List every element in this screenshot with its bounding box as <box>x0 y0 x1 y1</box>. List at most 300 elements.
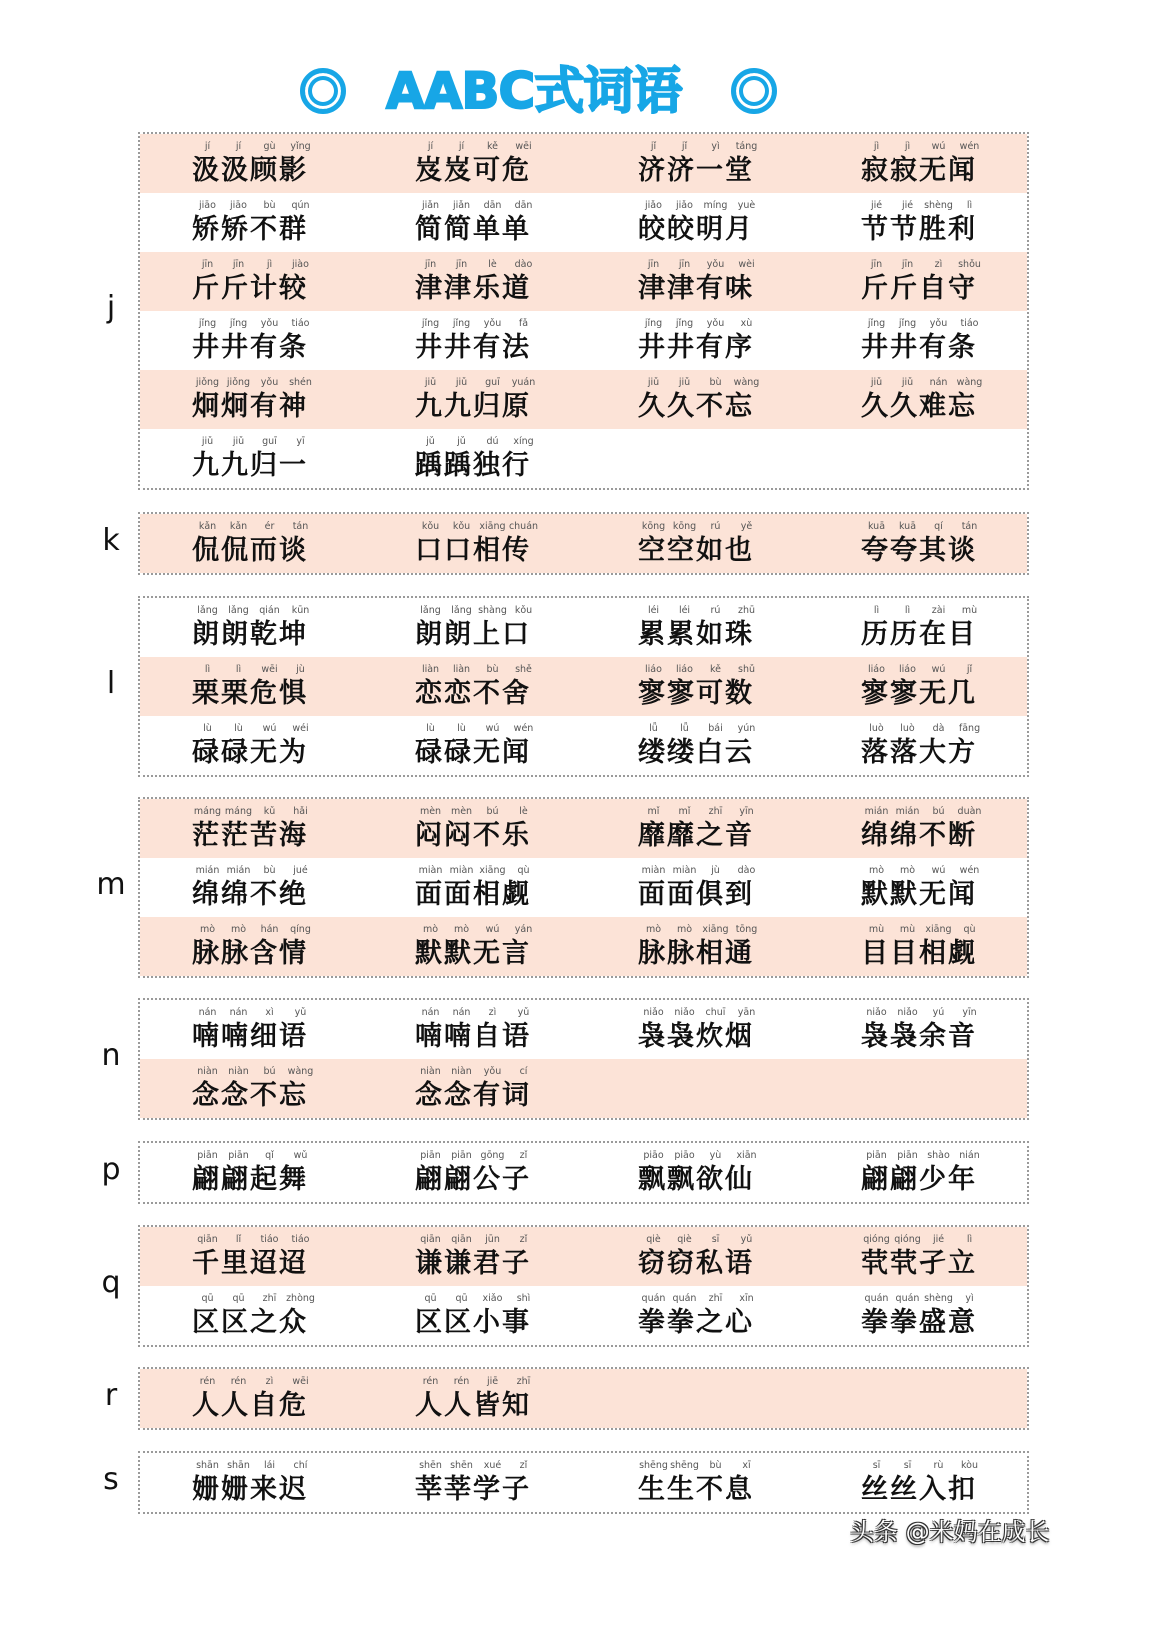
pinyin <box>861 1293 985 1307</box>
pinyin <box>192 1007 316 1021</box>
pinyin-syllable: lù <box>203 723 212 734</box>
table-row <box>140 134 1027 193</box>
pinyin-syllable: mù <box>868 924 885 935</box>
pinyin-syllable: jǐng <box>644 318 663 329</box>
phrase-text: 缕缕白云 <box>638 737 754 768</box>
phrase-text: 津津乐道 <box>415 273 531 304</box>
pinyin-syllable: zhī <box>516 1376 531 1387</box>
phrase-text: 翩翩少年 <box>861 1164 977 1195</box>
pinyin <box>415 1293 539 1307</box>
pinyin-syllable: shēn <box>450 1460 473 1471</box>
pinyin-syllable: lù <box>234 723 243 734</box>
pinyin-syllable: qián <box>259 605 280 616</box>
pinyin-syllable: bái <box>708 723 723 734</box>
pinyin-syllable: jí <box>235 141 242 152</box>
pinyin-syllable: dān <box>483 200 502 211</box>
phrase-cell <box>192 252 392 311</box>
pinyin-syllable: qū <box>201 1293 214 1304</box>
pinyin-syllable: lì <box>873 605 880 616</box>
pinyin-syllable: kǒu <box>514 605 533 616</box>
pinyin <box>638 1460 762 1474</box>
pinyin-syllable: xué <box>483 1460 502 1471</box>
word-table <box>138 596 1029 777</box>
pinyin-syllable: lǎng <box>420 605 441 616</box>
pinyin-syllable: máng <box>224 806 253 817</box>
pinyin <box>192 1460 316 1474</box>
pinyin-syllable: xiāng <box>479 865 506 876</box>
pinyin-syllable: xiǎo <box>482 1293 503 1304</box>
pinyin-syllable: lì <box>204 664 211 675</box>
pinyin-syllable: shàng <box>478 605 507 616</box>
pinyin-syllable: kōng <box>641 521 666 532</box>
pinyin-syllable: luò <box>869 723 884 734</box>
phrase-cell <box>192 1143 392 1202</box>
pinyin <box>192 605 316 619</box>
pinyin-syllable: mò <box>422 924 439 935</box>
pinyin-syllable: yǐng <box>290 141 311 152</box>
table-row <box>140 514 1027 573</box>
phrase-cell <box>192 716 392 775</box>
phrase-cell <box>415 134 615 193</box>
pinyin-syllable: yǔ <box>740 1234 753 1245</box>
pinyin-syllable: liáo <box>676 664 693 675</box>
phrase-cell <box>861 1143 1061 1202</box>
pinyin-syllable: bù <box>263 200 276 211</box>
phrase-cell <box>638 917 838 976</box>
phrase-text: 绵绵不绝 <box>192 879 308 910</box>
pinyin-syllable: yǒu <box>706 259 725 270</box>
phrase-text: 靡靡之音 <box>638 820 754 851</box>
pinyin <box>861 1460 985 1474</box>
pinyin-syllable: nán <box>452 1007 471 1018</box>
pinyin-syllable: niàn <box>197 1066 218 1077</box>
phrase-cell <box>638 1143 838 1202</box>
phrase-cell <box>192 598 392 657</box>
pinyin-syllable: lì <box>966 200 973 211</box>
pinyin-syllable: sī <box>903 1460 912 1471</box>
pinyin-syllable: mián <box>226 865 251 876</box>
pinyin <box>415 664 539 678</box>
pinyin-syllable: niǎo <box>866 1007 887 1018</box>
pinyin-syllable: shǔ <box>738 664 755 675</box>
phrase-cell <box>415 598 615 657</box>
phrase-cell <box>415 514 615 573</box>
pinyin-syllable: quán <box>864 1293 889 1304</box>
pinyin-syllable: jīn <box>901 259 914 270</box>
phrase-cell <box>415 657 615 716</box>
pinyin-syllable: jǐng <box>867 318 886 329</box>
pinyin-syllable: shān <box>196 1460 219 1471</box>
pinyin-syllable: kǔ <box>263 806 276 817</box>
pinyin-syllable: fǎ <box>518 318 529 329</box>
pinyin <box>415 200 539 214</box>
pinyin-syllable: jí <box>204 141 211 152</box>
phrase-cell <box>638 858 838 917</box>
pinyin-syllable: miàn <box>449 865 474 876</box>
phrase-text: 九九归原 <box>415 391 531 422</box>
pinyin-syllable: yuán <box>511 377 536 388</box>
pinyin-syllable: jiǔ <box>201 436 214 447</box>
pinyin <box>415 318 539 332</box>
pinyin <box>638 1234 762 1248</box>
pinyin-syllable: lǚ <box>649 723 658 734</box>
pinyin-syllable: tán <box>292 521 309 532</box>
pinyin-syllable: yǔ <box>517 1007 530 1018</box>
pinyin <box>861 806 985 820</box>
pinyin-syllable: yán <box>514 924 533 935</box>
phrase-text: 默默无言 <box>415 938 531 969</box>
pinyin-syllable: jǐng <box>421 318 440 329</box>
pinyin-syllable: nán <box>229 1007 248 1018</box>
pinyin-syllable: sī <box>872 1460 881 1471</box>
pinyin-syllable: luò <box>900 723 915 734</box>
pinyin-syllable: yún <box>737 723 756 734</box>
pinyin-syllable: kǎn <box>229 521 248 532</box>
pinyin <box>638 141 762 155</box>
group-letter: j <box>106 290 116 325</box>
pinyin <box>638 1150 762 1164</box>
pinyin <box>861 605 985 619</box>
phrase-cell <box>861 1453 1061 1512</box>
pinyin-syllable: jǐng <box>198 318 217 329</box>
pinyin-syllable: zì <box>265 1376 274 1387</box>
pinyin-syllable: xíng <box>513 436 534 447</box>
phrase-cell <box>192 1286 392 1345</box>
pinyin-syllable: guī <box>262 436 277 447</box>
phrase-text: 谦谦君子 <box>415 1248 531 1279</box>
pinyin-syllable: miàn <box>672 865 697 876</box>
phrase-cell <box>861 858 1061 917</box>
pinyin-syllable: bú <box>932 806 945 817</box>
pinyin-syllable: shì <box>516 1293 531 1304</box>
word-table <box>138 1225 1029 1347</box>
pinyin-syllable: jūn <box>485 1234 500 1245</box>
table-row <box>140 1143 1027 1202</box>
phrase-text: 目目相觑 <box>861 938 977 969</box>
pinyin-syllable: qí <box>934 521 943 532</box>
table-row <box>140 657 1027 716</box>
pinyin <box>192 924 316 938</box>
pinyin-syllable: miàn <box>641 865 666 876</box>
pinyin-syllable: mǐ <box>647 806 660 817</box>
phrase-text: 窃窃私语 <box>638 1248 754 1279</box>
phrase-cell <box>638 193 838 252</box>
phrase-text: 侃侃而谈 <box>192 535 308 566</box>
pinyin-syllable: dà <box>932 723 945 734</box>
pinyin-syllable: wú <box>262 723 277 734</box>
phrase-cell <box>192 1369 392 1428</box>
pinyin-syllable: mù <box>899 924 916 935</box>
table-row <box>140 917 1027 976</box>
pinyin <box>415 605 539 619</box>
word-table <box>138 1367 1029 1430</box>
pinyin-syllable: lè <box>519 806 528 817</box>
pinyin-syllable: chuán <box>508 521 539 532</box>
pinyin-syllable: niàn <box>228 1066 249 1077</box>
pinyin-syllable: zài <box>931 605 946 616</box>
group-letter: p <box>101 1151 121 1187</box>
pinyin-syllable: xiāng <box>702 924 729 935</box>
pinyin-syllable: zì <box>934 259 943 270</box>
pinyin-syllable: yú <box>932 1007 945 1018</box>
phrase-text: 岌岌可危 <box>415 155 531 186</box>
pinyin-syllable: qù <box>963 924 976 935</box>
pinyin <box>192 1066 316 1080</box>
pinyin-syllable: quán <box>672 1293 697 1304</box>
group-letter: r <box>104 1377 118 1413</box>
pinyin-syllable: dú <box>486 436 499 447</box>
pinyin <box>415 1007 539 1021</box>
phrase-cell <box>861 252 1061 311</box>
phrase-text: 津津有味 <box>638 273 754 304</box>
phrase-cell <box>415 1059 615 1118</box>
pinyin-syllable: jīn <box>424 259 437 270</box>
pinyin <box>192 436 316 450</box>
pinyin-syllable: wén <box>959 865 980 876</box>
pinyin-syllable: rù <box>933 1460 944 1471</box>
pinyin <box>415 1460 539 1474</box>
pinyin-syllable: xì <box>265 1007 274 1018</box>
pinyin <box>192 806 316 820</box>
pinyin-syllable: niàn <box>451 1066 472 1077</box>
pinyin-syllable: yì <box>965 1293 974 1304</box>
pinyin-syllable: jiào <box>292 259 309 270</box>
pinyin-syllable: mián <box>864 806 889 817</box>
pinyin <box>415 865 539 879</box>
pinyin-syllable: lǎng <box>228 605 249 616</box>
pinyin-syllable: kuā <box>867 521 886 532</box>
pinyin-syllable: nián <box>959 1150 980 1161</box>
table-row <box>140 1453 1027 1512</box>
phrase-cell <box>861 598 1061 657</box>
phrase-text: 袅袅余音 <box>861 1021 977 1052</box>
phrase-cell <box>192 514 392 573</box>
pinyin-syllable: tiáo <box>960 318 979 329</box>
pinyin-syllable: qiè <box>646 1234 661 1245</box>
phrase-cell <box>192 657 392 716</box>
pinyin-syllable: fāng <box>958 723 981 734</box>
pinyin-syllable: piān <box>420 1150 441 1161</box>
pinyin-syllable: jiǔ <box>870 377 883 388</box>
pinyin-syllable: jīn <box>232 259 245 270</box>
pinyin-syllable: dān <box>514 200 533 211</box>
pinyin-syllable: tán <box>961 521 978 532</box>
pinyin <box>638 605 762 619</box>
pinyin-syllable: yǒu <box>483 318 502 329</box>
pinyin-syllable: jiǔ <box>424 377 437 388</box>
phrase-text: 默默无闻 <box>861 879 977 910</box>
pinyin-syllable: wú <box>485 924 500 935</box>
pinyin-syllable: xù <box>740 318 753 329</box>
phrase-text: 区区之众 <box>192 1307 308 1338</box>
pinyin-syllable: qū <box>455 1293 468 1304</box>
pinyin <box>638 664 762 678</box>
pinyin-syllable: lì <box>904 605 911 616</box>
pinyin-syllable: niǎo <box>897 1007 918 1018</box>
pinyin-syllable: wēi <box>292 1376 309 1387</box>
pinyin <box>638 924 762 938</box>
word-table <box>138 132 1029 490</box>
pinyin-syllable: shèng <box>924 1293 953 1304</box>
pinyin-syllable: wén <box>513 723 534 734</box>
pinyin-syllable: jiǒng <box>195 377 220 388</box>
phrase-cell <box>192 1059 392 1118</box>
phrase-text: 喃喃细语 <box>192 1021 308 1052</box>
pinyin-syllable: piān <box>866 1150 887 1161</box>
pinyin-syllable: yuè <box>737 200 756 211</box>
pinyin-syllable: mèn <box>419 806 442 817</box>
table-row <box>140 1286 1027 1345</box>
group-letter: l <box>106 665 116 701</box>
pinyin-syllable: hǎi <box>293 806 308 817</box>
phrase-cell <box>638 252 838 311</box>
phrase-text: 节节胜利 <box>861 214 977 245</box>
pinyin <box>192 1150 316 1164</box>
pinyin-syllable: lǎng <box>451 605 472 616</box>
phrase-text: 空空如也 <box>638 535 754 566</box>
pinyin-syllable: rú <box>710 521 721 532</box>
phrase-cell <box>638 134 838 193</box>
pinyin-syllable: shēn <box>419 1460 442 1471</box>
pinyin-syllable: jié <box>870 200 883 211</box>
pinyin <box>638 1007 762 1021</box>
page-header <box>0 56 1152 126</box>
phrase-text: 朗朗上口 <box>415 619 531 650</box>
phrase-cell <box>415 252 615 311</box>
phrase-text: 茕茕孑立 <box>861 1248 977 1279</box>
pinyin-syllable: gù <box>263 141 276 152</box>
pinyin-syllable: jǐng <box>898 318 917 329</box>
phrase-text: 袅袅炊烟 <box>638 1021 754 1052</box>
pinyin-syllable: wú <box>931 141 946 152</box>
group-letter: q <box>101 1265 121 1300</box>
pinyin-syllable: jì <box>904 141 911 152</box>
pinyin-syllable: shě <box>515 664 532 675</box>
phrase-cell <box>638 598 838 657</box>
pinyin-syllable: jiǎn <box>452 200 471 211</box>
pinyin-syllable: lǎng <box>197 605 218 616</box>
group-letter: k <box>102 522 120 558</box>
pinyin-syllable: bú <box>263 1066 276 1077</box>
phrase-cell <box>861 1286 1061 1345</box>
pinyin-syllable: liàn <box>421 664 440 675</box>
phrase-text: 历历在目 <box>861 619 977 650</box>
phrase-cell <box>638 799 838 858</box>
pinyin <box>861 141 985 155</box>
pinyin-syllable: kòu <box>961 1460 978 1471</box>
pinyin-syllable: yì <box>711 141 720 152</box>
pinyin-syllable: chí <box>293 1460 308 1471</box>
table-row <box>140 370 1027 429</box>
pinyin-syllable: jù <box>296 664 305 675</box>
pinyin <box>638 318 762 332</box>
pinyin-syllable: lù <box>457 723 466 734</box>
pinyin-syllable: niǎo <box>674 1007 695 1018</box>
phrase-text: 寂寂无闻 <box>861 155 977 186</box>
pinyin-syllable: jiǎo <box>645 200 662 211</box>
pinyin-syllable: yīn <box>962 1007 977 1018</box>
phrase-text: 九九归一 <box>192 450 308 481</box>
phrase-cell <box>638 1227 838 1286</box>
pinyin-syllable: jǔ <box>426 436 435 447</box>
pinyin-syllable: mián <box>895 806 920 817</box>
pinyin-syllable: chuī <box>705 1007 726 1018</box>
pinyin-syllable: jié <box>932 1234 945 1245</box>
pinyin-syllable: tiáo <box>260 1234 279 1245</box>
pinyin-syllable: qū <box>232 1293 245 1304</box>
pinyin <box>192 200 316 214</box>
phrase-cell <box>192 799 392 858</box>
phrase-cell <box>861 1227 1061 1286</box>
pinyin-syllable: yān <box>737 1007 756 1018</box>
phrase-cell <box>192 370 392 429</box>
phrase-cell <box>415 1453 615 1512</box>
pinyin-syllable: duàn <box>957 806 982 817</box>
group-letter: n <box>101 1038 121 1073</box>
pinyin-syllable: rén <box>199 1376 216 1387</box>
pinyin <box>638 521 762 535</box>
pinyin-syllable: wú <box>931 664 946 675</box>
pinyin-syllable: mò <box>199 924 216 935</box>
pinyin-syllable: jīn <box>201 259 214 270</box>
phrase-cell <box>861 134 1061 193</box>
pinyin-syllable: zì <box>488 1007 497 1018</box>
pinyin <box>861 259 985 273</box>
pinyin-syllable: mǐ <box>678 806 691 817</box>
pinyin-syllable: jīn <box>678 259 691 270</box>
phrase-text: 汲汲顾影 <box>192 155 308 186</box>
pinyin <box>192 723 316 737</box>
pinyin-syllable: quán <box>895 1293 920 1304</box>
phrase-text: 念念有词 <box>415 1080 531 1111</box>
pinyin-syllable: shèng <box>924 200 953 211</box>
phrase-cell <box>638 1453 838 1512</box>
phrase-cell <box>192 1227 392 1286</box>
phrase-cell <box>415 1369 615 1428</box>
table-row <box>140 252 1027 311</box>
phrase-text: 面面俱到 <box>638 879 754 910</box>
phrase-text: 飘飘欲仙 <box>638 1164 754 1195</box>
pinyin-syllable: kě <box>486 141 498 152</box>
pinyin-syllable: piāo <box>674 1150 695 1161</box>
pinyin-syllable: rén <box>453 1376 470 1387</box>
pinyin-syllable: jīn <box>647 259 660 270</box>
phrase-cell <box>415 1000 615 1059</box>
pinyin-syllable: mò <box>453 924 470 935</box>
pinyin <box>192 259 316 273</box>
phrase-text: 莘莘学子 <box>415 1474 531 1505</box>
pinyin-syllable: jǐ <box>966 664 973 675</box>
phrase-text: 井井有法 <box>415 332 531 363</box>
pinyin-syllable: kǎn <box>198 521 217 532</box>
phrase-cell <box>861 799 1061 858</box>
phrase-cell <box>638 657 838 716</box>
pinyin <box>415 806 539 820</box>
pinyin-syllable: niǎo <box>643 1007 664 1018</box>
pinyin-syllable: wú <box>485 723 500 734</box>
pinyin-syllable: mò <box>230 924 247 935</box>
pinyin-syllable: miàn <box>418 865 443 876</box>
pinyin-syllable: xiān <box>736 1150 757 1161</box>
pinyin-syllable: nán <box>198 1007 217 1018</box>
pinyin-syllable: cí <box>519 1066 528 1077</box>
pinyin-syllable: jīn <box>870 259 883 270</box>
pinyin-syllable: jǔ <box>457 436 466 447</box>
phrase-text: 姗姗来迟 <box>192 1474 308 1505</box>
phrase-text: 口口相传 <box>415 535 531 566</box>
pinyin <box>415 436 539 450</box>
pinyin <box>638 377 762 391</box>
